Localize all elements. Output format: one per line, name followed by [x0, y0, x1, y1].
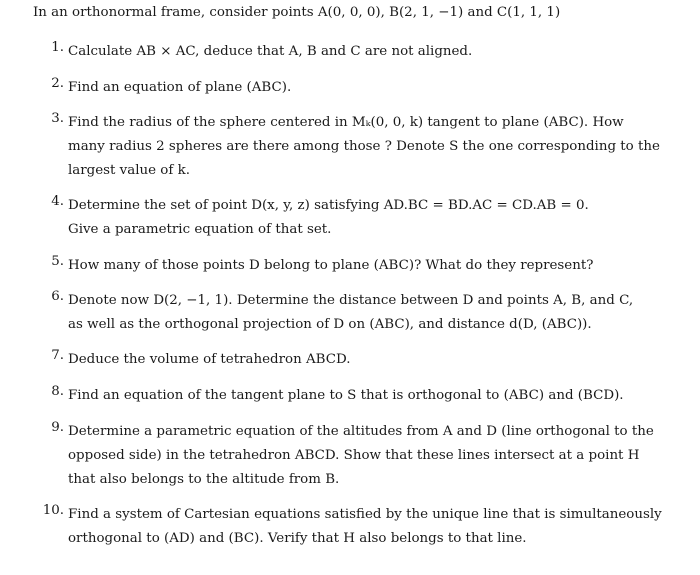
- item-number: 10.: [42, 503, 64, 518]
- item-line: many radius 2 spheres are there among those ? Denote S the one corresponding to the: [68, 139, 660, 154]
- intro-text: In an orthonormal frame, consider points A(0, 0, 0), B(2, 1, −1) and C(1, 1, 1): [33, 5, 561, 20]
- item-number: 6.: [51, 289, 64, 304]
- item-line: How many of those points D belong to plane (ABC)? What do they represent?: [68, 258, 594, 273]
- item-line: that also belongs to the altitude from B.: [68, 472, 340, 487]
- item-line: Find a system of Cartesian equations satisfied by the unique line that is simultaneously: [68, 507, 662, 522]
- item-line: Find the radius of the sphere centered in Mₖ(0, 0, k) tangent to plane (ABC). How: [68, 115, 624, 130]
- item-number: 2.: [51, 76, 64, 91]
- item-line: Find an equation of the tangent plane to S that is orthogonal to (ABC) and (BCD).: [68, 388, 624, 403]
- item-line: Determine the set of point D(x, y, z) satisfying AD.BC = BD.AC = CD.AB = 0.: [68, 198, 589, 213]
- item-number: 5.: [51, 254, 64, 269]
- item-line: Give a parametric equation of that set.: [68, 222, 332, 237]
- item-line: opposed side) in the tetrahedron ABCD. Show that these lines intersect at a point H: [68, 448, 640, 463]
- item-line: Calculate AB × AC, deduce that A, B and C are not aligned.: [68, 44, 473, 59]
- item-number: 4.: [51, 194, 64, 209]
- item-number: 1.: [51, 40, 64, 55]
- item-line: Find an equation of plane (ABC).: [68, 80, 292, 95]
- item-line: orthogonal to (AD) and (BC). Verify that H also belongs to that line.: [68, 531, 527, 546]
- item-number: 8.: [51, 384, 64, 399]
- item-line: largest value of k.: [68, 163, 190, 178]
- item-number: 9.: [51, 420, 64, 435]
- item-number: 3.: [51, 111, 64, 126]
- item-line: Determine a parametric equation of the altitudes from A and D (line orthogonal to the: [68, 424, 654, 439]
- item-line: as well as the orthogonal projection of D on (ABC), and distance d(D, (ABC)).: [68, 317, 592, 332]
- item-line: Denote now D(2, −1, 1). Determine the distance between D and points A, B, and C,: [68, 293, 634, 308]
- item-line: Deduce the volume of tetrahedron ABCD.: [68, 352, 351, 367]
- item-number: 7.: [51, 348, 64, 363]
